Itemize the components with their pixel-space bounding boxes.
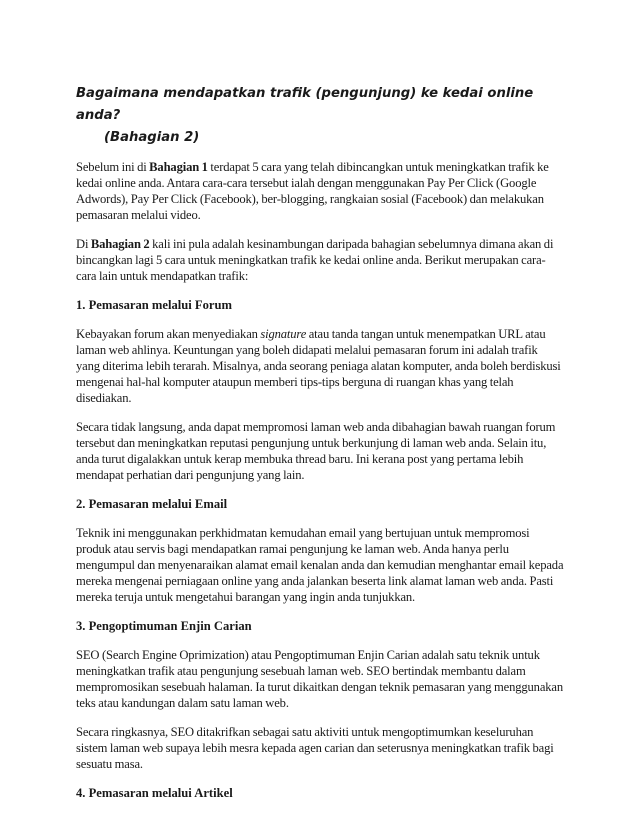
forum-p1-text-end: atau tanda tangan untuk menempatkan URL atau laman web ahlinya. Keuntungan yang boleh didapati melalui pemasaran forum ini adalah trafik yang diterima lebih terarah. Misalnya, anda seorang peniaga alatan komputer, anda boleh berdiskusi mengenai hal-hal komputer ataupun memberi tips-tips berguna di ruangan khas yang telah disediakan.	[76, 327, 561, 405]
section-heading-email: 2. Pemasaran melalui Email	[76, 497, 228, 511]
section-heading-seo: 3. Pengoptimuman Enjin Carian	[76, 619, 252, 633]
intro-p2-bold: Bahagian 2	[90, 237, 150, 251]
forum-p1-text-start: Kebayakan forum akan menyediakan	[76, 327, 261, 341]
seo-paragraph-1: SEO (Search Engine Oprimization) atau Pengoptimuman Enjin Carian adalah satu teknik untuk meningkatkan trafik atau pengunjung sesebuah laman web. SEO bertindak membantu dalam mempromosikan sesebuah halaman. Ia turut dikaitkan dengan teknik pemasaran yang menggunakan teks atau kandungan dalam satu laman web.	[76, 648, 563, 710]
email-paragraph-1: Teknik ini menggunakan perkhidmatan kemudahan email yang bertujuan untuk mempromosi produk atau servis bagi mendapatkan ramai pengunjung ke laman web. Anda hanya perlu mengumpul dan menyenaraikan alamat email kenalan anda dan kemudian menghantar email kepada mereka mengenai perniagaan online yang anda jalankan beserta link alamat laman web anda. Pasti mereka teruja untuk mengetahui barangan yang ingin anda tunjukkan.	[76, 526, 564, 604]
section-heading-forum: 1. Pemasaran melalui Forum	[76, 298, 233, 312]
intro-p1-bold: Bahagian 1	[149, 160, 208, 174]
intro-paragraph-1	[76, 159, 564, 223]
seo-paragraph-2: Secara ringkasnya, SEO ditakrifkan sebagai satu aktiviti untuk mengoptimumkan keseluruhan sistem laman web supaya lebih mesra kepada agen carian dan seterusnya meningkatkan trafik bagi sesuatu masa.	[76, 725, 554, 771]
title-line-2: (Bahagian 2)	[104, 130, 200, 145]
title-text	[76, 83, 564, 149]
intro-p1-text-end: terdapat 5 cara yang telah dibincangkan untuk meningkatkan trafik ke kedai online anda. Antara cara-cara tersebut ialah dengan menggunakan Pay Per Click (Google Adwords), Pay Per Click (Facebook), ber-blogging, rangkaian sosial (Facebook) dan melakukan pemasaran melalui video.	[76, 160, 549, 222]
article-title	[76, 83, 564, 149]
intro-paragraph-2	[76, 236, 564, 284]
intro-p2-text-end: kali ini pula adalah kesinambungan daripada bahagian sebelumnya dimana akan di bincangkan lagi 5 cara untuk meningkatkan trafik ke kedai online anda. Berikut merupakan cara-cara lain untuk mendapatkan trafik:	[76, 237, 554, 283]
forum-paragraph-1	[76, 326, 564, 406]
forum-p1-italic: signature	[260, 327, 307, 341]
title-line-1: Bagaimana mendapatkan trafik (pengunjung) ke kedai online anda?	[76, 86, 534, 123]
intro-p2-text-start: Di	[76, 237, 91, 251]
section-heading-article: 4. Pemasaran melalui Artikel	[76, 786, 233, 800]
forum-paragraph-2: Secara tidak langsung, anda dapat mempromosi laman web anda dibahagian bawah ruangan forum tersebut dan meningkatkan reputasi pengunjung untuk berkunjung di laman web anda. Selain itu, anda turut digalakkan untuk kerap membuka thread baru. Ini kerana post yang pertama lebih mendapat perhatian dari pengunjung yang lain.	[76, 420, 556, 482]
intro-p1-text-start: Sebelum ini di	[76, 160, 150, 174]
document-body	[76, 83, 564, 814]
